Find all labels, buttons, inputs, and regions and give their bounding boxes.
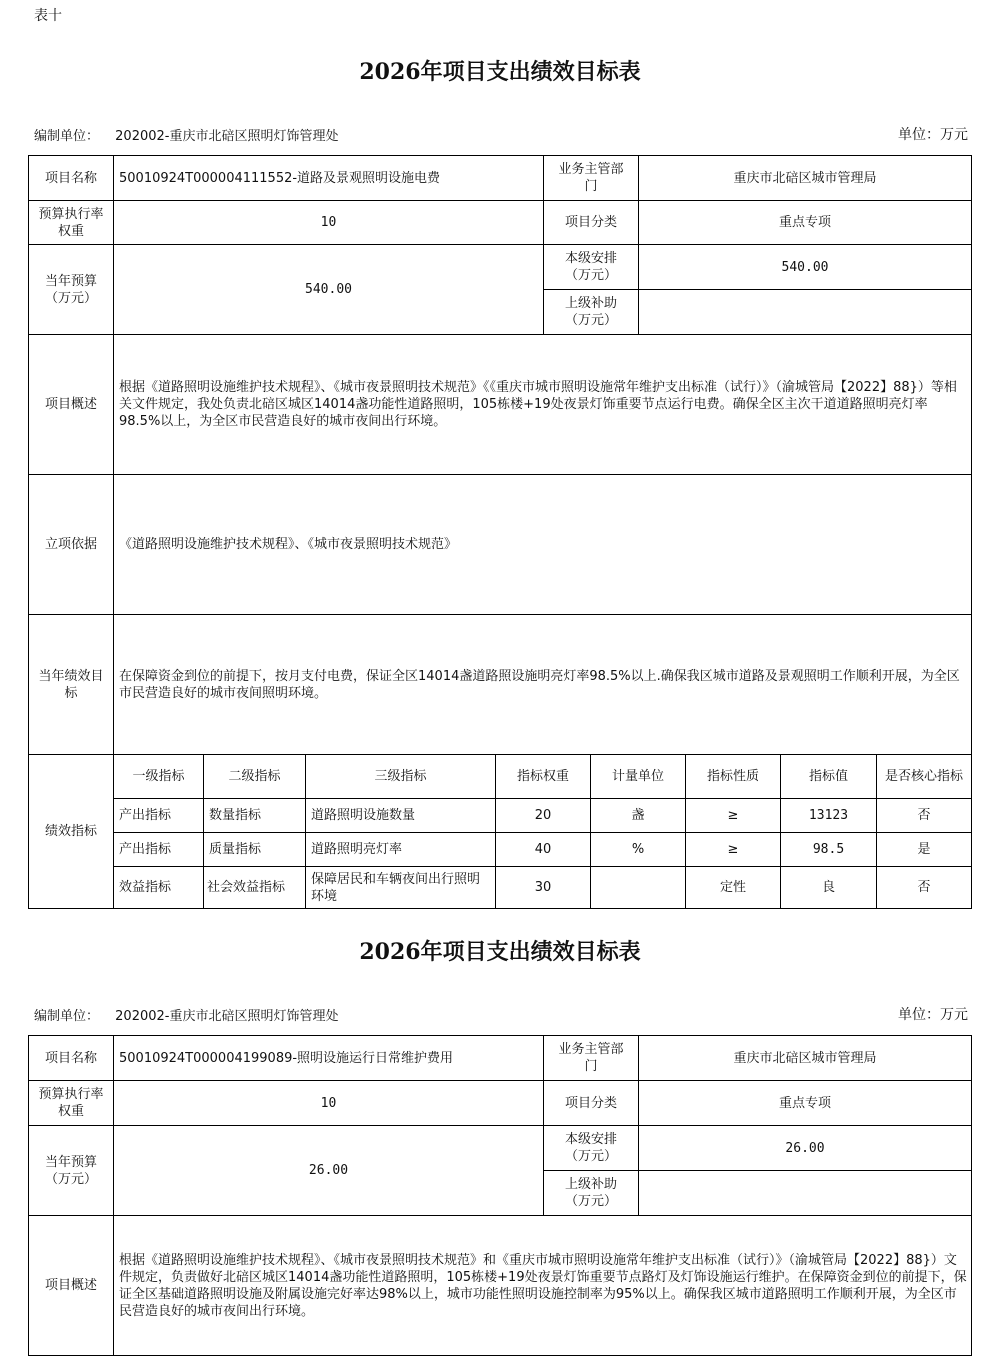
compiler-row [34,125,338,144]
summary-value: 根据《道路照明设施维护技术规程》、《城市夜景照明技术规范》《《重庆市城市照明设施常年维护支出标准（试行）》（渝城管局【2022】88}）等相关文件规定，我处负责北碚区城区14014盏功能性道路照明，105栋楼+19处夜景灯饰重要节点运行电费。确保全区主次干道道路照明亮灯率98.5%以上，为全区市民营造良好的城市夜间出行环境。 [113,334,972,475]
subsidy-label: 上级补助（万元） [543,289,639,335]
project-name-label: 项目名称 [28,155,114,201]
header-weight: 指标权重 [495,754,591,799]
indicator-nature: 定性 [685,866,781,909]
summary-value: 根据《道路照明设施维护技术规程》、《城市夜景照明技术规范》和《重庆市城市照明设施常年维护支出标准（试行）》（渝城管局【2022】88}）文件规定，负责做好北碚区城区14014盏功能性道路照明，105栋楼+19处夜景灯饰重要节点路灯及灯饰设施运行维护。在保障资金到位的前提下，保证全区基础道路照明设施及附属设施完好率达98%以上，城市功能性照明设施控制率为95%以上。确保我区城市道路照明工作顺利开展，为全区市民营造良好的城市夜间出行环境。 [113,1215,972,1356]
category-label: 项目分类 [543,200,639,245]
header-core: 是否核心指标 [876,754,972,799]
indicator-weight: 40 [495,832,591,867]
indicator-core: 否 [876,866,972,909]
budget-value: 540.00 [113,244,544,335]
project-name-value: 50010924T000004111552-道路及景观照明设施电费 [113,155,544,201]
indicator-value: 13123 [780,798,877,833]
weight-value: 10 [113,1080,544,1126]
compiler-value: 202002-重庆市北碚区照明灯饰管理处 [115,129,339,144]
indicators-label: 绩效指标 [28,754,114,909]
weight-value: 10 [113,200,544,245]
subsidy-value [638,289,972,335]
indicator-level3: 道路照明亮灯率 [305,832,496,867]
summary-label: 项目概述 [28,334,114,475]
subsidy-label: 上级补助（万元） [543,1170,639,1216]
unit-label: 单位：万元 [898,1007,968,1023]
indicator-weight: 30 [495,866,591,909]
indicator-level2: 数量指标 [203,798,306,833]
compiler-value: 202002-重庆市北碚区照明灯饰管理处 [115,1009,339,1024]
dept-label: 业务主管部门 [543,1035,639,1081]
dept-value: 重庆市北碚区城市管理局 [638,1035,972,1081]
budget-label: 当年预算（万元） [28,1125,114,1216]
local-label: 本级安排（万元） [543,244,639,290]
indicator-unit: % [590,832,686,867]
header-level2: 二级指标 [203,754,306,799]
table-title: 2026年项目支出绩效目标表 [359,59,641,85]
page-label: 表十 [34,8,62,24]
indicator-core: 是 [876,832,972,867]
header-value: 指标值 [780,754,877,799]
compiler-label: 编制单位： [34,1009,100,1024]
category-value: 重点专项 [638,1080,972,1126]
indicator-level3: 保障居民和车辆夜间出行照明环境 [305,866,496,909]
indicator-unit: 盏 [590,798,686,833]
summary-label: 项目概述 [28,1215,114,1356]
indicator-core: 否 [876,798,972,833]
indicator-level3: 道路照明设施数量 [305,798,496,833]
dept-value: 重庆市北碚区城市管理局 [638,155,972,201]
header-level1: 一级指标 [113,754,204,799]
goal-value: 在保障资金到位的前提下，按月支付电费，保证全区14014盏道路照设施明亮灯率98.5%以上.确保我区城市道路及景观照明工作顺利开展，为全区市民营造良好的城市夜间照明环境。 [113,614,972,755]
budget-label: 当年预算（万元） [28,244,114,335]
indicator-level2: 质量指标 [203,832,306,867]
subsidy-value [638,1170,972,1216]
indicator-level1: 产出指标 [113,832,204,867]
project-name-label: 项目名称 [28,1035,114,1081]
basis-label: 立项依据 [28,474,114,615]
project-name-value: 50010924T000004199089-照明设施运行日常维护费用 [113,1035,544,1081]
compiler-row [34,1005,338,1024]
dept-label: 业务主管部门 [543,155,639,201]
indicator-level1: 效益指标 [113,866,204,909]
local-label: 本级安排（万元） [543,1125,639,1171]
weight-label: 预算执行率权重 [28,1080,114,1126]
indicator-level1: 产出指标 [113,798,204,833]
indicator-nature: ≥ [685,798,781,833]
header-unit: 计量单位 [590,754,686,799]
indicator-value: 良 [780,866,877,909]
category-value: 重点专项 [638,200,972,245]
indicator-unit [590,866,686,909]
category-label: 项目分类 [543,1080,639,1126]
weight-label: 预算执行率权重 [28,200,114,245]
local-value: 26.00 [638,1125,972,1171]
header-nature: 指标性质 [685,754,781,799]
table-title: 2026年项目支出绩效目标表 [359,939,641,965]
indicator-nature: ≥ [685,832,781,867]
compiler-label: 编制单位： [34,129,100,144]
budget-value: 26.00 [113,1125,544,1216]
indicator-weight: 20 [495,798,591,833]
local-value: 540.00 [638,244,972,290]
unit-label: 单位：万元 [898,127,968,143]
indicator-value: 98.5 [780,832,877,867]
indicator-level2: 社会效益指标 [203,866,306,909]
header-level3: 三级指标 [305,754,496,799]
basis-value: 《道路照明设施维护技术规程》、《城市夜景照明技术规范》 [113,474,972,615]
goal-label: 当年绩效目标 [28,614,114,755]
